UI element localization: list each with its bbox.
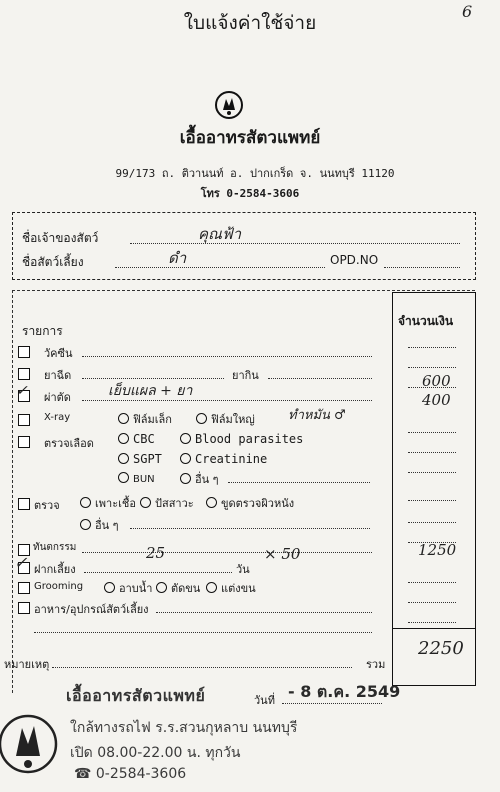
stamp-address: ใกล้ทางรถไฟ ร.ร.สวนกุหลาบ นนทบุรี [70,720,298,736]
creatinine-option[interactable]: Creatinine [180,452,267,466]
urine-option[interactable]: ปัสสาวะ [140,494,194,512]
amount-column [392,292,476,686]
xray-checkbox[interactable] [18,414,30,426]
amount-header: จำนวนเงิน [398,314,454,328]
injection-line [82,378,224,379]
amount-line [408,582,456,583]
boarding-rate: × 50 [264,545,301,563]
food-line [156,612,372,613]
owner-label: ชื่อเจ้าของสัตว์ [22,231,99,245]
xray-label: X-ray [44,412,71,423]
sgpt-option[interactable]: SGPT [118,452,162,466]
bath-option[interactable]: อาบน้ำ [104,579,152,597]
other2-option[interactable]: อื่น ๆ [80,516,119,534]
surgery-check-mark: ✓ [16,383,28,399]
remark-line [52,667,352,668]
amount-line [408,522,456,523]
amount-line [408,472,456,473]
cbc-option[interactable]: CBC [118,432,155,446]
pet-value: ดำ [168,249,187,267]
other1-option[interactable]: อื่น ๆ [180,470,219,488]
xray-small-option[interactable]: ฟิล์มเล็ก [118,410,172,428]
clinic-logo-icon [214,90,244,120]
amount-line [408,622,456,623]
blood-parasites-option[interactable]: Blood parasites [180,432,303,446]
injection-label: ยาฉีด [44,369,72,382]
amount-line [408,500,456,501]
dental-line [82,552,372,553]
owner-value: คุณฟ้า [198,225,241,243]
items-header: รายการ [22,324,63,338]
boarding-label: ฝากเลี้ยง [34,563,76,576]
surgery-note: เย็บแผล + ยา [108,383,193,399]
bun-option[interactable]: BUN [118,472,155,485]
stamp-phone: ☎ 0-2584-3606 [74,766,187,782]
stamp-hours: เปิด 08.00-22.00 น. ทุกวัน [70,745,241,761]
other2-line [130,528,370,529]
amount-line [408,432,456,433]
dental-label: ทันตกรรม [33,542,77,553]
corner-mark: 6 [462,2,473,21]
cut-option[interactable]: ตัดขน [156,579,200,597]
oral-med-line [268,378,372,379]
boarding-line [84,572,232,573]
blood-checkbox[interactable] [18,436,30,448]
pet-label: ชื่อสัตว์เลี้ยง [22,255,84,269]
other1-line [228,482,370,483]
amount-line [408,602,456,603]
remark-label: หมายเหตุ [4,658,50,671]
xray-note: ทำหมัน ♂ [288,408,346,423]
grooming-label: Grooming [34,581,84,592]
clinic-address: 99/173 ถ. ติวานนท์ อ. ปากเกร็ด จ. นนทบุรี 11120 [115,167,395,180]
total-label: รวม [366,658,386,671]
amount-line [408,452,456,453]
xray-big-option[interactable]: ฟิล์มใหญ่ [196,410,255,428]
food-checkbox[interactable] [18,602,30,614]
total-divider [392,628,476,629]
oral-med-label: ยากิน [232,369,259,382]
date-label: วันที่ [254,694,275,707]
injection-checkbox[interactable] [18,368,30,380]
pet-line [115,267,325,268]
page-title: ใบแจ้งค่าใช้จ่าย [183,12,317,34]
day-unit-label: วัน [236,563,250,576]
opd-label: OPD.NO [330,253,379,267]
opd-line [384,267,460,268]
style-option[interactable]: แต่งขน [206,579,256,597]
amount-surgery: 600 [422,372,451,390]
food-label: อาหาร/อุปกรณ์สัตว์เลี้ยง [34,603,149,616]
culture-option[interactable]: เพาะเชื้อ [80,494,136,512]
boarding-days: 25 [146,544,166,562]
clinic-name: เอื้ออาทรสัตวแพทย์ [179,128,321,148]
amount-line [408,347,456,348]
stamp-name: เอื้ออาทรสัตวแพทย์ [66,686,206,705]
amount-line [408,367,456,368]
owner-line [130,243,460,244]
exam-checkbox[interactable] [18,498,30,510]
stamp-logo-icon [0,706,58,780]
clinic-phone: โทร 0-2584-3606 [200,187,300,200]
amount-boarding: 1250 [418,541,457,559]
vaccine-checkbox[interactable] [18,346,30,358]
boarding-check-mark: ✓ [14,553,28,572]
skin-option[interactable]: ขูดตรวจผิวหนัง [206,494,294,512]
vaccine-label: วัคซีน [44,347,73,360]
amount-total: 2250 [418,638,464,659]
stamp-date: - 8 ต.ค. 2549 [288,682,401,701]
food-line-2 [34,632,372,633]
blood-label: ตรวจเลือด [44,437,94,450]
surgery-label: ผ่าตัด [44,391,71,404]
exam-label: ตรวจ [34,499,60,512]
vaccine-line [82,356,372,357]
amount-xray: 400 [422,391,451,409]
grooming-checkbox[interactable] [18,582,30,594]
